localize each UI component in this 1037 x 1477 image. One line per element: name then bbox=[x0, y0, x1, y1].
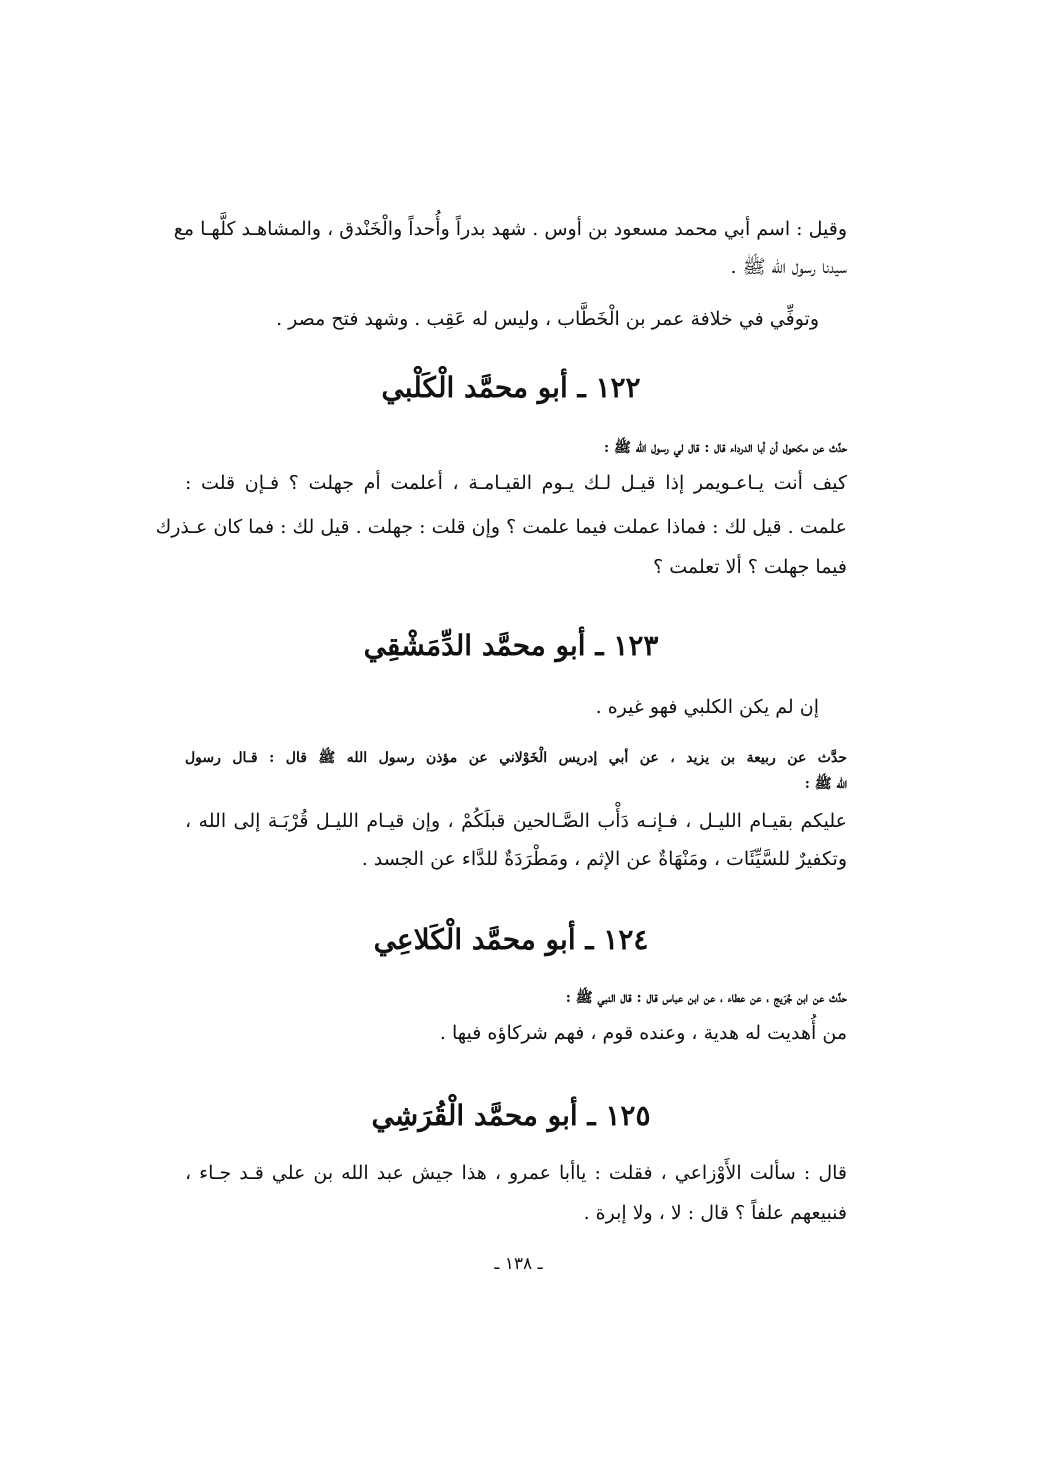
entry-123-isnad-line-1: حدَّث عن ربيعة بن يزيد ، عن أبي إدريس الْخَوْلاني عن مؤذن رسول الله ﷺ قال : قـال رسول bbox=[185, 750, 847, 766]
entry-122-heading: ١٢٢ ـ أبو محمَّد الْكَلْبي bbox=[381, 371, 641, 404]
entry-121-line-3: وتوفِّي في خلافة عمر بن الْخَطَّاب ، وليس له عَقِب . وشهد فتح مصر . bbox=[276, 308, 819, 330]
entry-121-line-2: سيدنا رسول الله ﷺ . bbox=[730, 256, 847, 278]
entry-124-line-1: من أُهديت له هدية ، وعنده قوم ، فهم شركاؤه فيها . bbox=[439, 1022, 847, 1044]
entry-123-isnad-line-2: الله ﷺ : bbox=[804, 776, 847, 792]
entry-122-isnad: حدَّث عن مكحول أن أبا الدرداء قال : قال لي رسول الله ﷺ : bbox=[603, 440, 847, 456]
entry-123-heading: ١٢٣ ـ أبو محمَّد الدِّمَشْقِي bbox=[363, 629, 659, 662]
entry-121-line-1: وقيل : اسم أبي محمد مسعود بن أوس . شهد بدراً وأُحداً والْخَنْدق ، والمشاهـد كلَّهـا مع bbox=[173, 218, 847, 240]
page-number: ـ ١٣٨ ـ bbox=[494, 1254, 543, 1274]
entry-122-line-2: علمت . قيل لك : فماذا عملت فيما علمت ؟ وإن قلت : جهلت . قيل لك : فما كان عـذرك bbox=[155, 516, 847, 538]
entry-124-isnad: حدَّث عن ابن جُرَيج ، عن عطاء ، عن ابن عباس قال : قال النبي ﷺ : bbox=[565, 990, 847, 1006]
entry-123-note: إن لم يكن الكلبي فهو غيره . bbox=[595, 696, 819, 718]
entry-125-line-1: قال : سألت الأَوْزاعي ، فقلت : ياأبا عمرو ، هذا جيش عبد الله بن علي قـد جـاء ، bbox=[185, 1162, 847, 1184]
entry-125-heading: ١٢٥ ـ أبو محمَّد الْقُرَشِي bbox=[371, 1099, 651, 1132]
entry-122-line-1: كيف أنت يـاعـويمر إذا قيـل لـك يـوم القيـامـة ، أعلمت أم جهلت ؟ فـإن قلت : bbox=[185, 472, 847, 494]
entry-124-heading: ١٢٤ ـ أبو محمَّد الْكَلاعِي bbox=[373, 923, 649, 956]
entry-125-line-2: فنبيعهم علفاً ؟ قال : لا ، ولا إبرة . bbox=[583, 1202, 847, 1224]
entry-123-line-2: وتكفيرٌ للسَّيِّئَات ، ومَنْهَاةٌ عن الإثم ، ومَطْرَدَةٌ للدَّاء عن الجسد . bbox=[361, 848, 847, 870]
entry-123-line-1: عليكم بقيـام الليـل ، فـإنـه دَأْب الصَّـالحين قبلَكُمْ ، وإن قيـام الليـل قُرْبَـة إلى الله ، bbox=[185, 810, 847, 832]
entry-122-line-3: فيما جهلت ؟ ألا تعلمت ؟ bbox=[653, 556, 847, 578]
